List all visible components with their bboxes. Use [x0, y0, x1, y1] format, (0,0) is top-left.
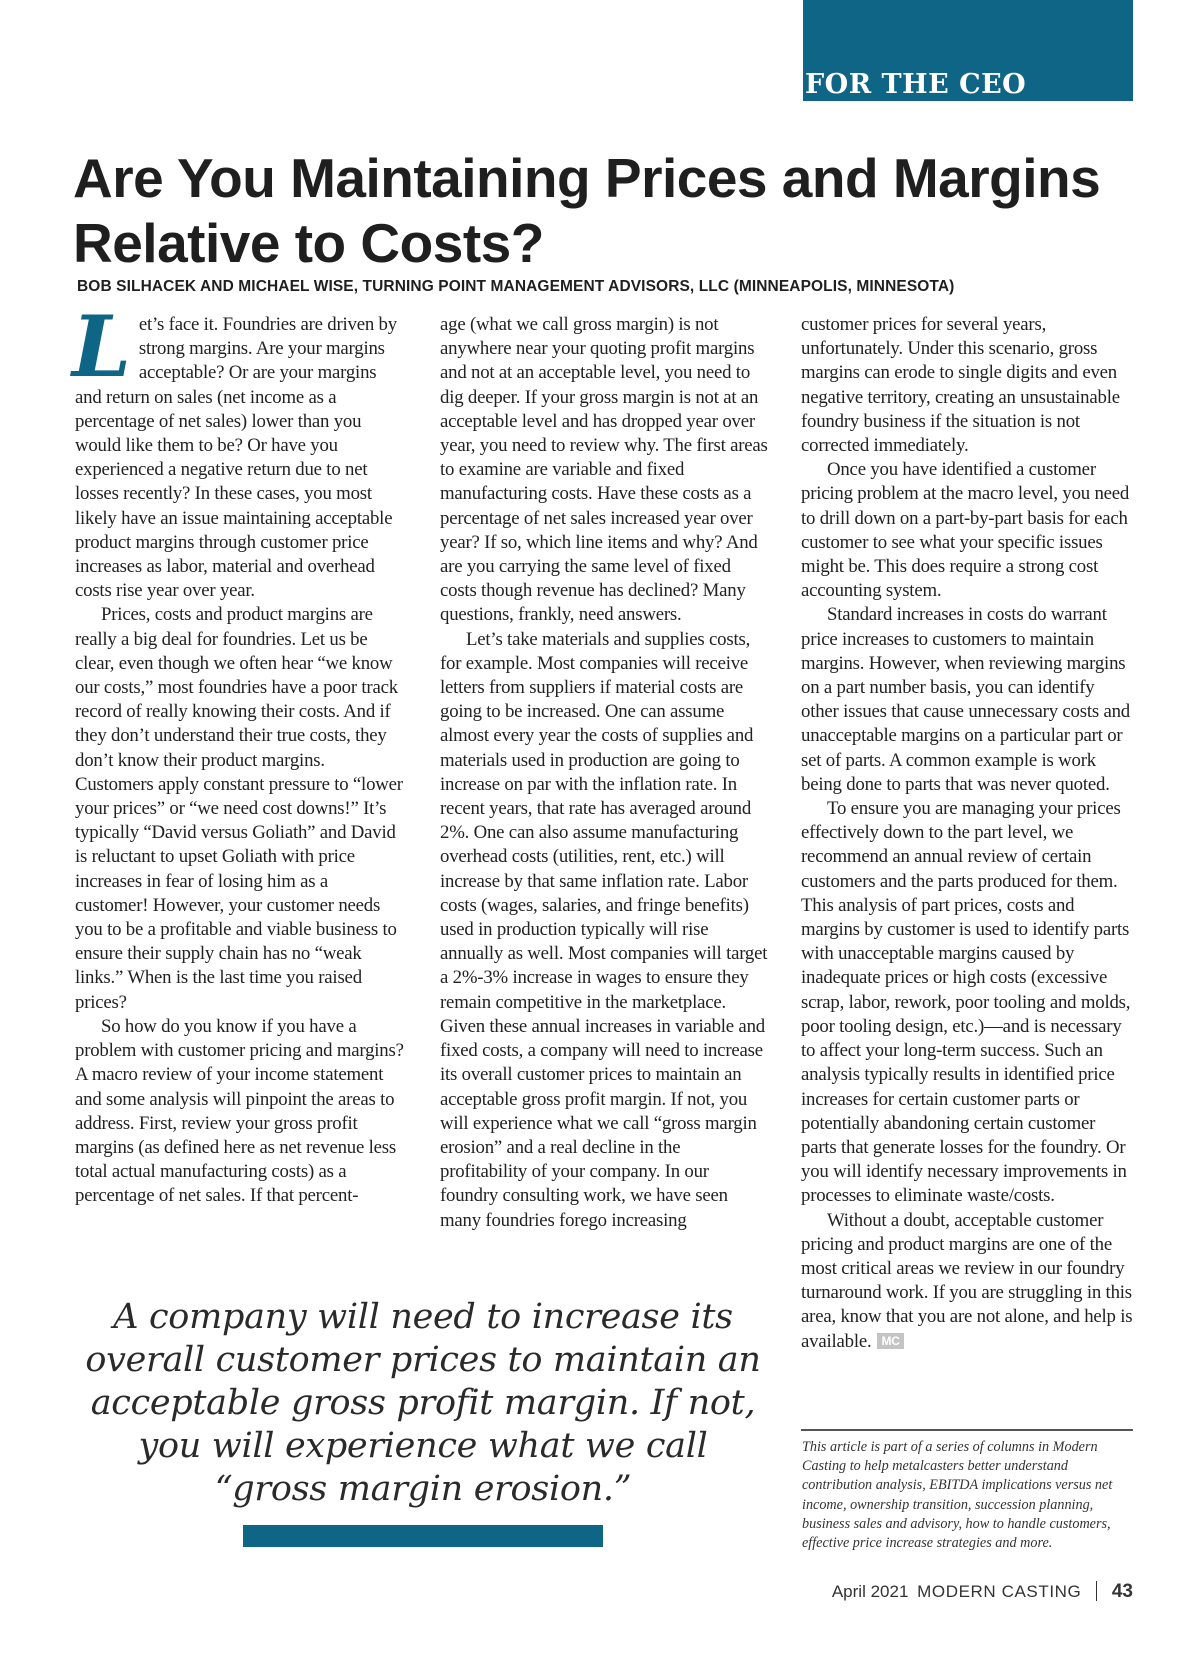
section-label — [803, 0, 1133, 101]
body-column-2 — [440, 313, 770, 1233]
page-number: 43 — [1111, 1581, 1133, 1602]
body-column-3 — [801, 313, 1133, 1354]
issue-date: April 2021 — [831, 1582, 909, 1601]
byline: BOB SILHACEK AND MICHAEL WISE, TURNING POINT MANAGEMENT ADVISORS, LLC (MINNEAPOLIS, MINNESOTA) — [77, 278, 955, 295]
paragraph-8: Standard increases in costs do warrant price increases to customers to maintain margins. However, when reviewing margins on a part number basis, you can identify other issues that cause unnecessary costs and unacceptable margins on a particular part or set of parts. A common example is work being done to parts that was never quoted. — [801, 604, 1130, 795]
paragraph-10 — [801, 1209, 1133, 1354]
drop-cap: L — [72, 297, 131, 396]
pull-quote: A company will need to increase its overall customer prices to maintain an acceptable gross profit margin. If not, you will experience what we call “gross margin erosion.” — [85, 1297, 761, 1509]
pull-quote-bar — [243, 1525, 603, 1547]
end-mark-badge: MC — [877, 1333, 903, 1349]
paragraph-2: Prices, costs and product margins are really a big deal for foundries. Let us be clear, even though we often hear “we know our costs,” most foundries have a poor track record of really knowing their costs. And if they don’t understand their true costs, they don’t know their product margins. Customers apply constant pressure to “lower your prices” or “we need cost downs!” It’s typically “David versus Goliath” and David is reluctant to upset Goliath with price increases in fear of losing him as a customer! However, your customer needs you to be a profitable and viable business to ensure their supply chain has no “weak links.” When is the last time you raised prices? — [75, 604, 403, 1013]
paragraph-6: customer prices for several years, unfortunately. Under this scenario, gross margins can erode to single digits and even negative territory, creating an unsustainable foundry business if the situation is not corrected immediately. — [801, 314, 1120, 457]
paragraph-5: Let’s take materials and supplies costs, for example. Most companies will receive letters from suppliers if material costs are going to be increased. One can assume almost every year the costs of supplies and materials used in production are going to increase on par with the inflation rate. In recent years, that rate has averaged around 2%. One can also assume manufacturing overhead costs (utilities, rent, etc.) will increase by that same inflation rate. Labor costs (wages, salaries, and fringe benefits) used in production typically will rise annually as well. Most companies will target a 2%-3% increase in wages to ensure they remain competitive in the marketplace. Given these annual increases in variable and fixed costs, a company will need to increase its overall customer prices to maintain an acceptable gross profit margin. If not, you will experience what we call “gross margin erosion” and a real decline in the profitability of your company. In our foundry consulting work, we have seen many foundries forego increasing — [440, 628, 768, 1231]
article-title: Are You Maintaining Prices and Margins Relative to Costs? — [73, 147, 1101, 274]
footer-divider — [1096, 1581, 1097, 1601]
paragraph-1-text: et’s face it. Foundries are driven by strong margins. Are your margins acceptable? Or are your margins and return on sales (net income as a percentage of net sales) lower than you would like them to be? Or have you experienced a negative return due to net losses recently? In these cases, you most likely have an issue maintaining acceptable product margins through customer price increases as labor, material and overhead costs rise year over year. — [75, 314, 397, 602]
paragraph-10-text: Without a doubt, acceptable customer pricing and product margins are one of the most critical areas we review in our foundry turnaround work. If you are struggling in this area, know that you are not alone, and help is available. — [801, 1209, 1133, 1352]
paragraph-7: Once you have identified a customer pricing problem at the macro level, you need to drill down on a part-by-part basis for each customer to see what your specific issues might be. This does require a strong cost accounting system. — [801, 459, 1130, 602]
section-label-text: FOR THE CEO — [805, 69, 1027, 100]
paragraph-3: So how do you know if you have a problem with customer pricing and margins? A macro review of your income statement and some analysis will pinpoint the areas to address. First, review your gross profit margins (as defined here as net revenue less total actual manufacturing costs) as a percentage of net sales. If that percent- — [75, 1015, 404, 1207]
publication-name: MODERN CASTING — [917, 1582, 1082, 1601]
page-footer — [832, 1581, 1133, 1603]
series-note: This article is part of a series of columns in Modern Casting to help metalcasters better understand contribution analysis, EBITDA implications versus net income, ownership transition, succession planning, business sales and advisory, how to handle customers, effective price increase strategies and more. — [802, 1439, 1113, 1552]
body-column-1 — [72, 297, 405, 1209]
paragraph-1 — [72, 297, 405, 603]
series-note-divider — [801, 1429, 1133, 1431]
paragraph-9: To ensure you are managing your prices effectively down to the part level, we recommend an annual review of certain customers and the parts produced for them. This analysis of part prices, costs and margins by customer is used to identify parts with unacceptable margins caused by inadequate prices or high costs (excessive scrap, labor, rework, poor tooling and molds, poor tooling design, etc.)—and is necessary to affect your long-term success. Such an analysis typically results in identified price increases for certain customer parts or potentially abandoning certain customer parts that generate losses for the foundry. Or you will identify necessary improvements in processes to eliminate waste/costs. — [801, 798, 1131, 1207]
paragraph-4: age (what we call gross margin) is not anywhere near your quoting profit margins and not at an acceptable level, you need to dig deeper. If your gross margin is not at an acceptable level and has dropped year over year, you need to review why. The first areas to examine are variable and fixed manufacturing costs. Have these costs as a percentage of net sales increased year over year? If so, which line items and why? And are you carrying the same level of fixed costs though revenue has declined? Many questions, frankly, need answers. — [440, 314, 768, 626]
